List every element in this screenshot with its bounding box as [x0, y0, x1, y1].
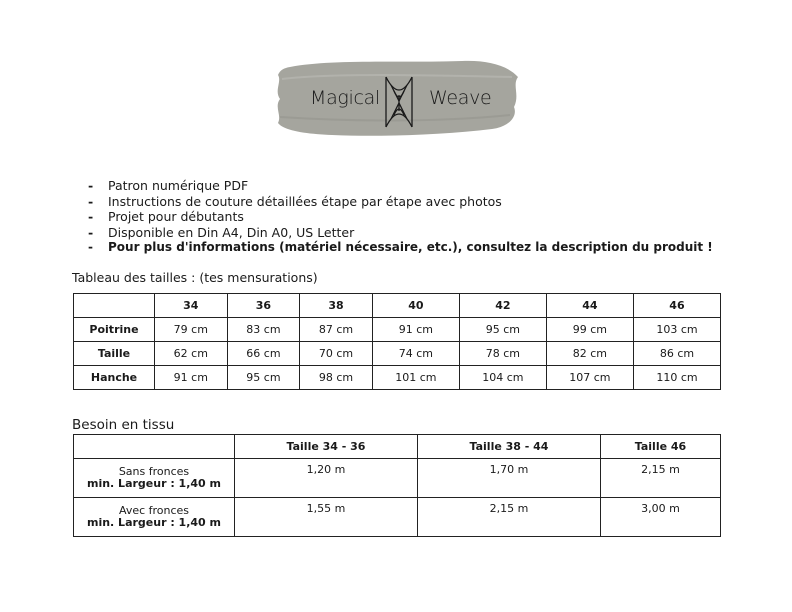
table-cell: 70 cm	[300, 342, 373, 366]
table-row	[74, 366, 721, 390]
size-header: 34	[155, 294, 228, 318]
size-header: 44	[546, 294, 633, 318]
table-cell: 1,70 m	[418, 459, 601, 498]
table-cell: 99 cm	[546, 318, 633, 342]
table-cell: 91 cm	[155, 366, 228, 390]
size-range-header: Taille 46	[601, 435, 721, 459]
list-item: - Disponible en Din A4, Din A0, US Letter	[88, 225, 713, 241]
row-label: Poitrine	[74, 318, 155, 342]
table-cell: 1,55 m	[235, 498, 418, 537]
size-table-title: Tableau des tailles : (tes mensurations)	[72, 270, 318, 285]
fabric-table-title: Besoin en tissu	[72, 417, 175, 433]
table-cell: 95 cm	[227, 366, 300, 390]
table-header-row	[74, 435, 721, 459]
size-header: 46	[633, 294, 720, 318]
table-cell: 74 cm	[372, 342, 459, 366]
size-range-header: Taille 38 - 44	[418, 435, 601, 459]
brand-logo	[272, 55, 522, 145]
table-cell: 1,20 m	[235, 459, 418, 498]
empty-corner-cell	[74, 294, 155, 318]
logo-left-word: Magical	[310, 87, 380, 109]
list-item: - Patron numérique PDF	[88, 178, 713, 194]
size-table	[73, 293, 721, 390]
table-cell: 95 cm	[459, 318, 546, 342]
fabric-table	[73, 434, 721, 537]
table-cell: 79 cm	[155, 318, 228, 342]
table-cell: 82 cm	[546, 342, 633, 366]
empty-corner-cell	[74, 435, 235, 459]
table-cell: 83 cm	[227, 318, 300, 342]
feature-list	[88, 178, 713, 256]
table-row	[74, 498, 721, 537]
row-label-cell	[74, 498, 235, 537]
table-header-row	[74, 294, 721, 318]
list-item: - Instructions de couture détaillées étape par étape avec photos	[88, 194, 713, 210]
row-label: Avec fronces	[118, 504, 190, 517]
table-cell: 103 cm	[633, 318, 720, 342]
table-row	[74, 459, 721, 498]
table-cell: 110 cm	[633, 366, 720, 390]
row-sublabel: min. Largeur : 1,40 m	[86, 516, 221, 529]
row-sublabel: min. Largeur : 1,40 m	[86, 477, 221, 490]
row-label: Hanche	[74, 366, 155, 390]
table-cell: 62 cm	[155, 342, 228, 366]
table-cell: 104 cm	[459, 366, 546, 390]
row-label: Taille	[74, 342, 155, 366]
size-header: 38	[300, 294, 373, 318]
table-row	[74, 318, 721, 342]
table-cell: 2,15 m	[418, 498, 601, 537]
row-label: Sans fronces	[118, 465, 190, 478]
size-header: 40	[372, 294, 459, 318]
size-header: 42	[459, 294, 546, 318]
table-cell: 78 cm	[459, 342, 546, 366]
table-cell: 66 cm	[227, 342, 300, 366]
table-cell: 3,00 m	[601, 498, 721, 537]
table-cell: 87 cm	[300, 318, 373, 342]
table-cell: 98 cm	[300, 366, 373, 390]
table-cell: 2,15 m	[601, 459, 721, 498]
size-header: 36	[227, 294, 300, 318]
table-row	[74, 342, 721, 366]
list-item: - Projet pour débutants	[88, 209, 713, 225]
size-range-header: Taille 34 - 36	[235, 435, 418, 459]
list-item: - Pour plus d'informations (matériel nécessaire, etc.), consultez la description du produit !	[88, 240, 713, 256]
table-cell: 91 cm	[372, 318, 459, 342]
table-cell: 101 cm	[372, 366, 459, 390]
row-label-cell	[74, 459, 235, 498]
table-cell: 107 cm	[546, 366, 633, 390]
table-cell: 86 cm	[633, 342, 720, 366]
logo-right-word: Weave	[429, 87, 492, 109]
